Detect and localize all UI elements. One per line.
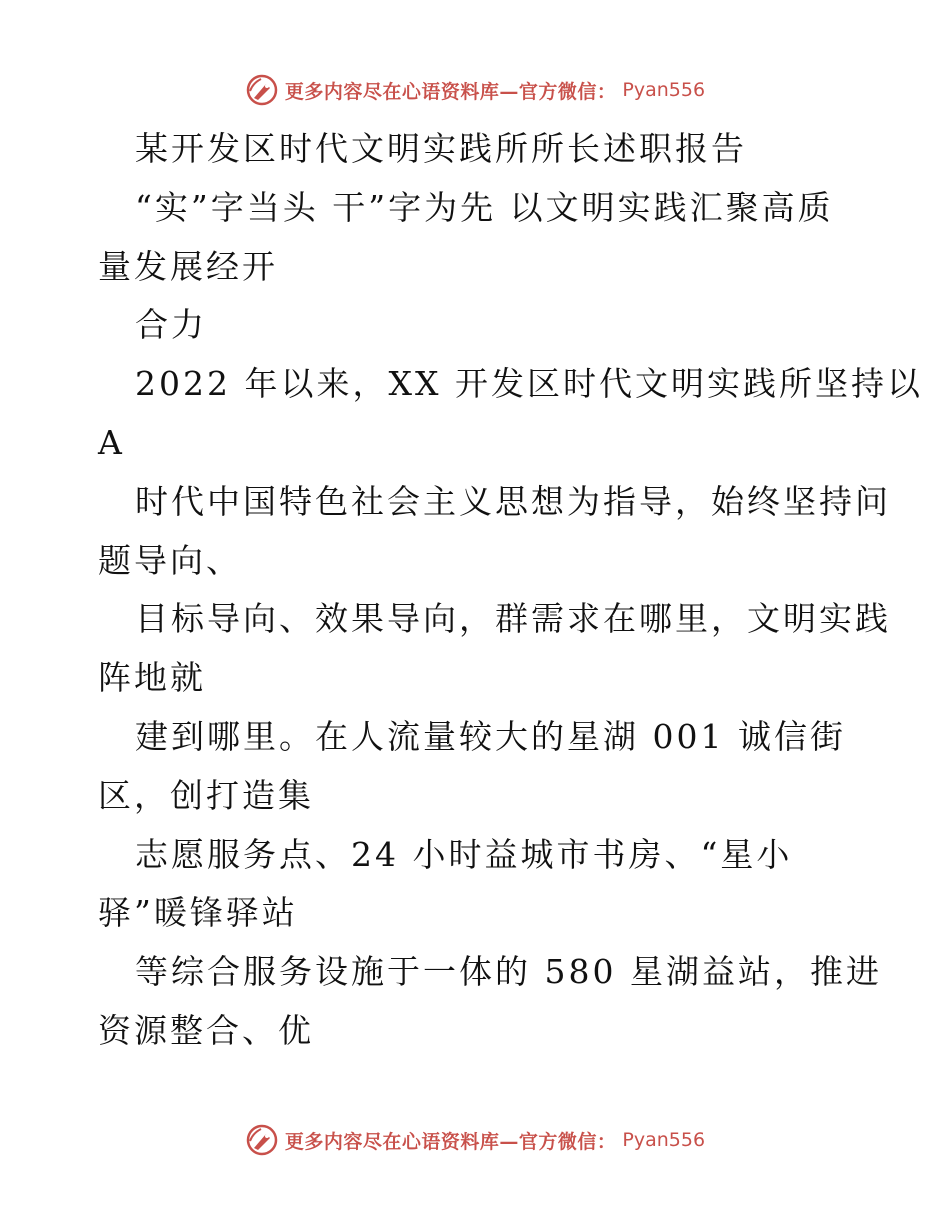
document-line: 时代中国特色社会主义思想为指导，始终坚持问 [135, 481, 891, 521]
banner-wechat-id: Pyan556 [622, 1129, 706, 1151]
footer-banner [0, 1120, 950, 1160]
banner-text: 更多内容尽在心语资料库—官方微信： [284, 1130, 617, 1153]
document-line: 驿”暖锋驿站 [98, 893, 298, 933]
document-line: 阵地就 [98, 658, 206, 698]
document-line: 等综合服务设施于一体的 580 星湖益站，推进 [135, 952, 882, 992]
banner-wechat-id: Pyan556 [622, 79, 706, 101]
document-line: 目标导向、效果导向，群需求在哪里，文明实践 [135, 599, 891, 639]
document-line: 区，创打造集 [98, 775, 314, 815]
document-body [98, 120, 923, 1061]
pen-nib-circle-icon [245, 1123, 279, 1157]
document-line: A [98, 422, 125, 462]
header-banner [0, 70, 950, 110]
document-line: 题导向、 [98, 540, 242, 580]
document-line: 量发展经开 [98, 246, 278, 286]
banner-text: 更多内容尽在心语资料库—官方微信： [284, 80, 617, 103]
document-line: 建到哪里。在人流量较大的星湖 001 诚信街 [135, 716, 846, 756]
pen-nib-circle-icon [245, 73, 279, 107]
document-line: 合力 [135, 305, 207, 345]
document-line: 志愿服务点、24 小时益城市书房、“星小 [135, 834, 793, 874]
document-line: 2022 年以来，XX 开发区时代文明实践所坚持以 [135, 364, 923, 404]
document-line: 某开发区时代文明实践所所长述职报告 [135, 129, 747, 168]
document-line: 资源整合、优 [98, 1010, 314, 1050]
document-line: “实”字当头 干”字为先 以文明实践汇聚高质 [135, 187, 834, 227]
